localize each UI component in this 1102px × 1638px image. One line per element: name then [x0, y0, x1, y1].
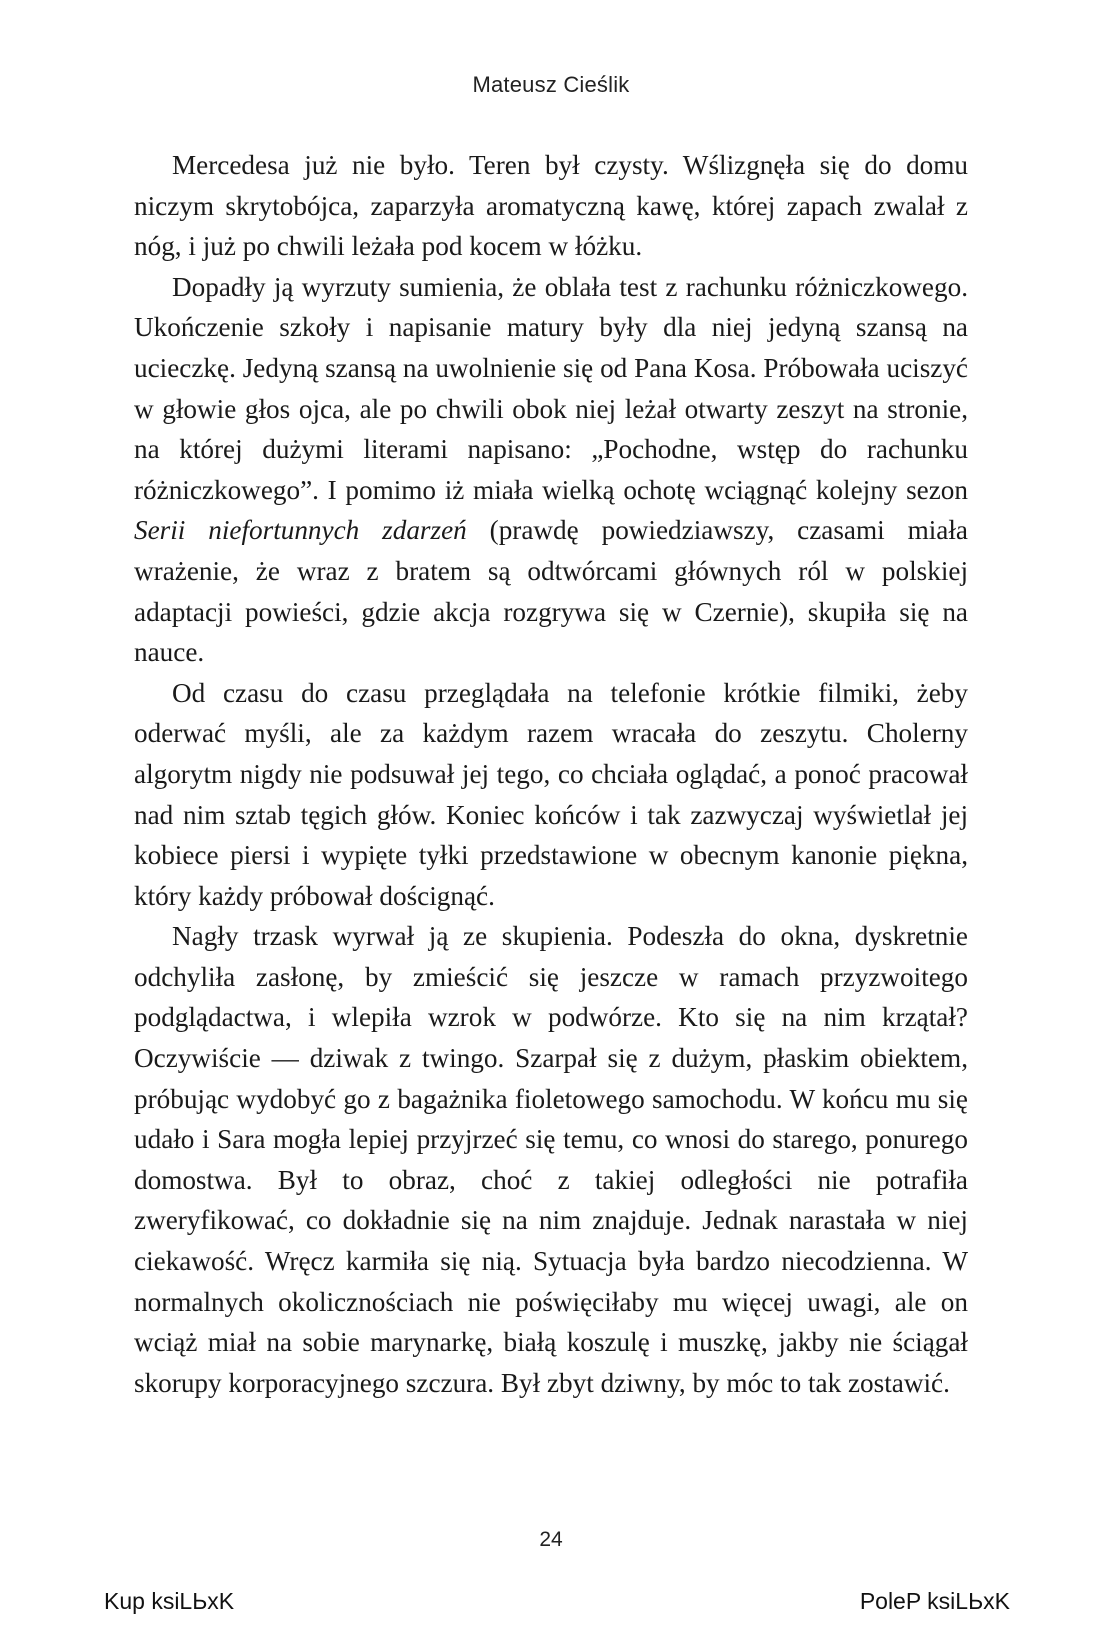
italic-book-title: Serii niefortunnych zdarzeń — [134, 515, 467, 546]
page-number: 24 — [539, 1528, 563, 1551]
paragraph-text: Mercedesa już nie było. Teren był czysty. Wślizgnęła się do domu niczym skrytobójca, zaparzyła aromatyczną kawę, której zapach zwalał z nóg, i już po chwili leżała pod kocem w łóżku. — [134, 150, 968, 262]
paragraph-3 — [134, 673, 968, 917]
paragraph-text: Od czasu do czasu przeglądała na telefonie krótkie filmiki, żeby oderwać myśli, ale za każdym razem wracała do zeszytu. Cholerny algorytm nigdy nie podsuwał jej tego, co chciała oglądać, a ponoć pracował nad nim sztab tęgich głów. Koniec końców i tak zazwyczaj wyświetlał jej kobiece piersi i wypięte tyłki przedstawione w obecnym kanonie piękna, który każdy próbował doścignąć. — [134, 677, 968, 911]
paragraph-text-continued: (prawdę powiedziawszy, czasami miała wrażenie, że wraz z bratem są odtwórcami głównych ról w polskiej adaptacji powieści, gdzie akcja rozgrywa się w Czernie), skupiła się na nauce. — [134, 515, 968, 668]
paragraph-2 — [134, 267, 968, 673]
paragraph-4 — [134, 916, 968, 1403]
paragraph-text: Nagły trzask wyrwał ją ze skupienia. Podeszła do okna, dyskretnie odchyliła zasłonę, by zmieścić się jeszcze w ramach przyzwoitego podglądactwa, i wlepiła wzrok w podwórze. Kto się na nim krzątał? Oczywiście — dziwak z twingo. Szarpał się z dużym, płaskim obiektem, próbując wydobyć go z bagażnika fioletowego samochodu. W końcu mu się udało i Sara mogła lepiej przyjrzeć się temu, co wnosi do starego, ponurego domostwa. Był to obraz, choć z takiej odległości nie potrafiła zweryfikować, co dokładnie się na nim znajduje. Jednak narastała w niej ciekawość. Wręcz karmiła się nią. Sytuacja była bardzo niecodzienna. W normalnych okolicznościach nie poświęciłaby mu więcej uwagi, ale on wciąż miał na sobie marynarkę, białą koszulę i muszkę, jakby nie ściągał skorupy korporacyjnego szczura. Był zbyt dziwny, by móc to tak zostawić. — [134, 921, 968, 1398]
body-text — [134, 145, 968, 1403]
paragraph-1 — [134, 145, 968, 267]
paragraph-text: Dopadły ją wyrzuty sumienia, że oblała test z rachunku różniczkowego. Ukończenie szkoły i napisanie matury były dla niej jedyną szansą na ucieczkę. Jedyną szansą na uwolnienie się od Pana Kosa. Próbowała uciszyć w głowie głos ojca, ale po chwili obok niej leżał otwarty zeszyt na stronie, na której dużymi literami napisano: „Pochodne, wstęp do rachunku różniczkowego”. I pomimo iż miała wielką ochotę wciągnąć kolejny sezon — [134, 271, 968, 505]
recommend-book-link[interactable]: PoleP ksiLЬxK — [859, 1588, 1010, 1614]
buy-book-link[interactable]: Kup ksiLЬxK — [104, 1588, 235, 1614]
running-header-author: Mateusz Cieślik — [472, 72, 630, 97]
